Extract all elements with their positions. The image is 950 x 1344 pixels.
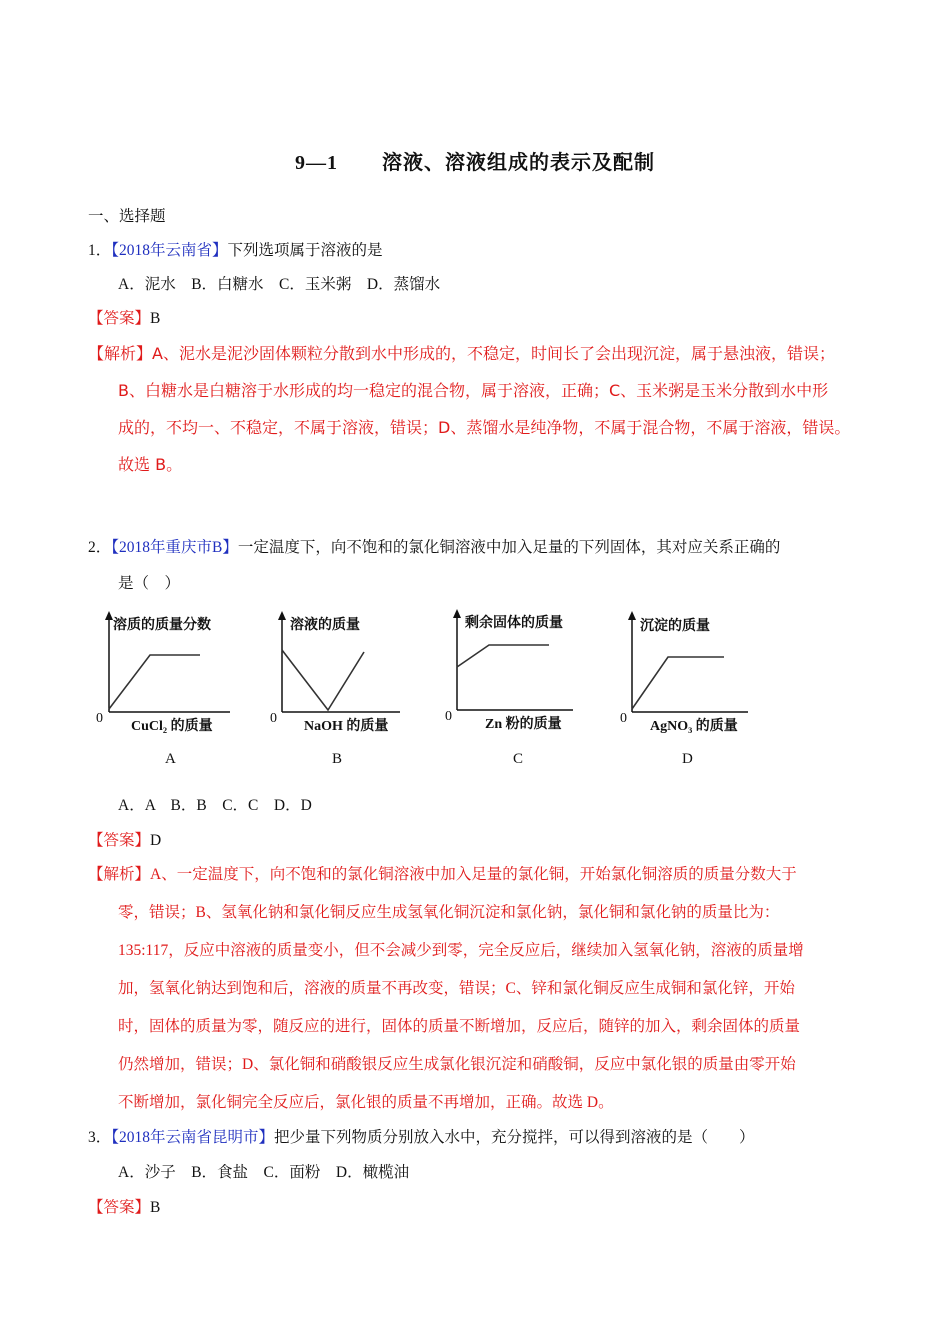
origin-label: 0 [96,711,103,726]
question-3-stem [88,1125,755,1147]
x-axis-label: NaOH 的质量 [304,719,389,734]
origin-label: 0 [270,711,277,726]
question-text: 一定温度下，向不饱和的氯化铜溶液中加入足量的下列固体，其对应关系正确的 [237,539,781,556]
title-text: 溶液、溶液组成的表示及配制 [382,152,655,174]
y-axis-arrow [628,611,636,620]
question-1-stem [88,238,383,260]
question-text: 把少量下列物质分别放入水中，充分搅拌，可以得到溶液的是（ ） [274,1129,755,1146]
graph-d-curve [632,657,724,709]
question-2-analysis-line-7: 不断增加，氯化铜完全反应后，氯化银的质量不再增加，正确。故选 D。 [118,1094,614,1111]
y-axis-arrow [278,611,286,620]
answer-value: D [150,832,162,849]
y-axis-label: 剩余固体的质量 [465,616,563,631]
question-2-stem-line-1 [88,535,780,557]
answer-value: B [150,1199,161,1216]
question-source: 【2018年云南省昆明市】 [111,1129,275,1146]
y-axis-label: 溶液的质量 [290,618,360,633]
question-number: 3． [88,1129,112,1146]
question-source: 【2018年云南省】 [111,242,228,259]
graph-d [620,605,790,780]
y-axis-label: 溶质的质量分数 [113,618,211,633]
x-axis-label: CuCl₂ 的质量 [131,719,213,734]
analysis-label: 【解析】 [88,344,153,363]
graph-b-curve [282,650,364,710]
question-2-analysis-line-6: 仍然增加，错误；D、氯化铜和硝酸银反应生成氯化银沉淀和硝酸铜，反应中氯化银的质量由零开始 [118,1056,796,1073]
answer-value: B [150,310,161,327]
question-text: 下列选项属于溶液的是 [227,242,383,259]
question-2-analysis-line-1 [88,862,797,884]
graph-letter: D [682,751,693,767]
graph-c-curve [457,645,549,667]
graph-letter: C [513,751,524,767]
question-2-graphs [90,605,790,780]
page-title [0,146,950,175]
graph-a [95,605,265,780]
title-number: 9—1 [295,152,338,174]
origin-label: 0 [620,711,627,726]
question-1-analysis-line-3: 成的，不均一、不稳定，不属于溶液，错误；D、蒸馏水是纯净物，不属于混合物，不属于溶液，错误。 [118,418,851,437]
section-heading: 一、选择题 [88,208,166,225]
question-number: 1． [88,242,112,259]
x-axis-label: Zn 粉的质量 [485,717,562,732]
y-axis-arrow [453,609,461,618]
graph-letter: A [165,751,176,767]
question-2-analysis-line-2: 零，错误；B、氢氧化钠和氯化铜反应生成氢氧化铜沉淀和氯化钠，氯化铜和氯化钠的质量比为： [118,904,780,921]
question-1-analysis-line-1 [88,341,835,364]
graph-a-curve [109,655,200,709]
origin-label: 0 [445,709,452,724]
question-number: 2． [88,539,112,556]
analysis-text: A、泥水是泥沙固体颗粒分散到水中形成的，不稳定，时间长了会出现沉淀，属于悬浊液，错误； [152,344,835,363]
question-2-answer [88,828,161,850]
analysis-label: 【解析】 [88,866,151,883]
question-2-analysis-line-4: 加，氢氧化钠达到饱和后，溶液的质量不再改变，错误；C、锌和氯化铜反应生成铜和氯化锌，开始 [118,980,795,997]
question-2-stem-line-2: 是（ ） [118,575,181,592]
question-1-answer [88,306,160,328]
question-2-analysis-line-5: 时，固体的质量为零，随反应的进行，固体的质量不断增加，反应后，随锌的加入，剩余固体的质量 [118,1018,801,1035]
question-1-analysis-line-4: 故选 B。 [118,455,183,474]
x-axis-label: AgNO₃ 的质量 [650,719,738,734]
question-2-analysis-line-3: 135:117，反应中溶液的质量变小，但不会减少到零，完全反应后，继续加入氢氧化钠，溶液的质量增 [118,942,804,959]
analysis-text: A、一定温度下，向不饱和的氯化铜溶液中加入足量的氯化铜，开始氯化铜溶质的质量分数大于 [150,866,797,883]
graph-letter: B [332,751,343,767]
answer-label: 【答案】 [88,310,151,327]
question-3-answer [88,1195,160,1217]
y-axis-arrow [105,611,113,620]
question-2-options: A．A B．B C．C D．D [118,797,312,814]
question-1-analysis-line-2: B、白糖水是白糖溶于水形成的均一稳定的混合物，属于溶液，正确；C、玉米粥是玉米分散到水中形 [118,381,829,400]
answer-label: 【答案】 [88,1199,151,1216]
question-source: 【2018年重庆市B】 [111,539,238,556]
y-axis-label: 沉淀的质量 [640,619,710,634]
question-1-options: A．泥水 B．白糖水 C．玉米粥 D．蒸馏水 [118,276,441,293]
graph-b [270,605,440,780]
answer-label: 【答案】 [88,832,151,849]
question-3-options: A．沙子 B．食盐 C．面粉 D．橄榄油 [118,1164,410,1181]
graph-c [445,605,615,780]
